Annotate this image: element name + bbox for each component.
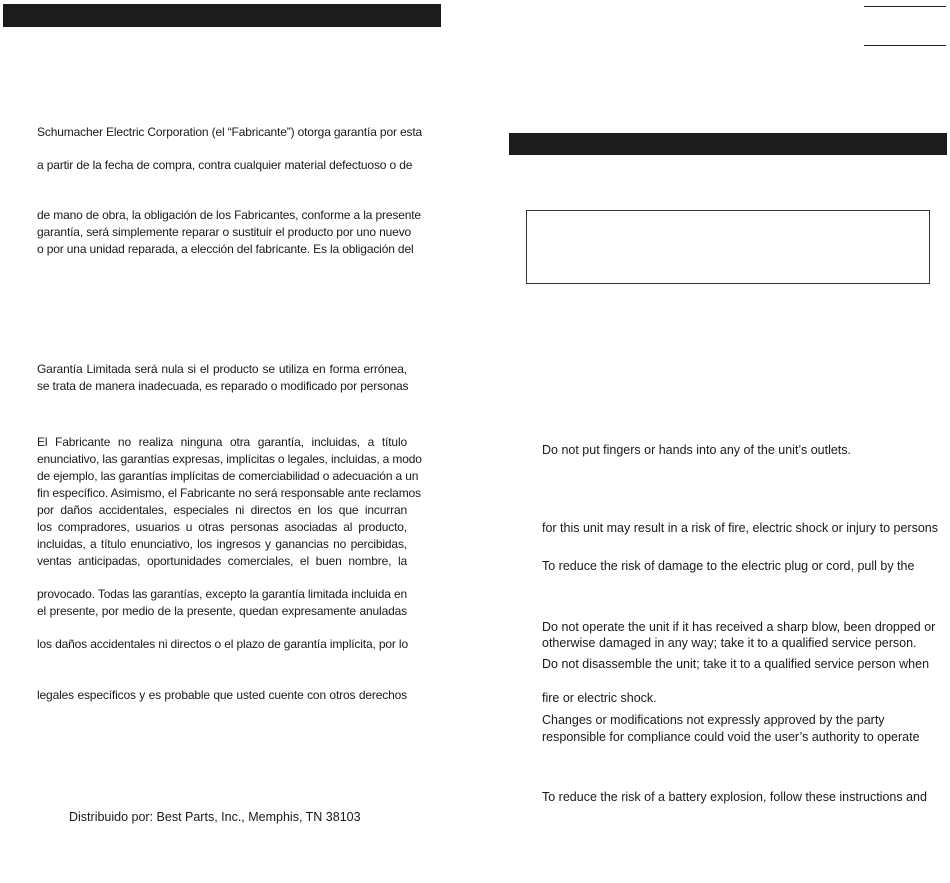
safety-line: Do not disassemble the unit; take it to a qualified service person when — [542, 657, 930, 671]
top-right-rule — [864, 6, 946, 7]
warning-box — [526, 210, 930, 284]
warranty-line: El Fabricante no realiza ninguna otra garantía, incluidas, a título — [37, 435, 407, 449]
distributor-line: Distribuido por: Best Parts, Inc., Memphis, TN 38103 — [69, 810, 361, 824]
warranty-line: se trata de manera inadecuada, es reparado o modificado por personas — [37, 379, 409, 393]
safety-line: Changes or modifications not expressly approved by the party — [542, 713, 885, 727]
warranty-line: enunciativo, las garantías expresas, implícitas o legales, incluidas, a modo — [37, 452, 422, 466]
safety-line: To reduce the risk of damage to the electric plug or cord, pull by the — [542, 559, 915, 573]
safety-line: To reduce the risk of a battery explosion, follow these instructions and — [542, 790, 927, 804]
warranty-line: incluidas, a título enunciativo, los ingresos y ganancias no percibidas, — [37, 537, 407, 551]
warranty-line: los daños accidentales ni directos o el plazo de garantía implícita, por lo — [37, 637, 408, 651]
warranty-line: o por una unidad reparada, a elección del fabricante. Es la obligación del — [37, 242, 414, 256]
left-header-bar — [3, 4, 441, 27]
safety-line: otherwise damaged in any way; take it to a qualified service person. — [542, 636, 917, 650]
warranty-line: de ejemplo, las garantías implícitas de comerciabilidad o adecuación a un — [37, 469, 419, 483]
warranty-line: el presente, por medio de la presente, quedan expresamente anuladas — [37, 604, 407, 618]
warranty-line: de mano de obra, la obligación de los Fabricantes, conforme a la presente — [37, 208, 421, 222]
right-header-bar — [509, 133, 947, 155]
warranty-line: Schumacher Electric Corporation (el “Fabricante”) otorga garantía por esta — [37, 125, 423, 139]
safety-line: responsible for compliance could void the user’s authority to operate — [542, 730, 920, 744]
warranty-line: provocado. Todas las garantías, excepto la garantía limitada incluida en — [37, 587, 407, 601]
warranty-line: por daños accidentales, especiales ni directos en los que incurran — [37, 503, 407, 517]
safety-line: fire or electric shock. — [542, 691, 657, 705]
warranty-line: los compradores, usuarios u otras personas asociadas al producto, — [37, 520, 407, 534]
warranty-line: a partir de la fecha de compra, contra cualquier material defectuoso o de — [37, 158, 413, 172]
warranty-line: legales específicos y es probable que usted cuente con otros derechos — [37, 688, 407, 702]
safety-line: for this unit may result in a risk of fire, electric shock or injury to persons — [542, 521, 938, 535]
warranty-line: ventas anticipadas, oportunidades comerciales, el buen nombre, la — [37, 554, 407, 568]
safety-line: Do not operate the unit if it has received a sharp blow, been dropped or — [542, 620, 936, 634]
warranty-line: Garantía Limitada será nula si el producto se utiliza en forma errónea, — [37, 362, 407, 376]
safety-line: Do not put fingers or hands into any of the unit’s outlets. — [542, 443, 851, 457]
warranty-line: garantía, será simplemente reparar o sustituir el producto por uno nuevo — [37, 225, 412, 239]
top-right-rule-2 — [864, 45, 946, 46]
warranty-line: fin específico. Asimismo, el Fabricante no será responsable ante reclamos — [37, 486, 421, 500]
